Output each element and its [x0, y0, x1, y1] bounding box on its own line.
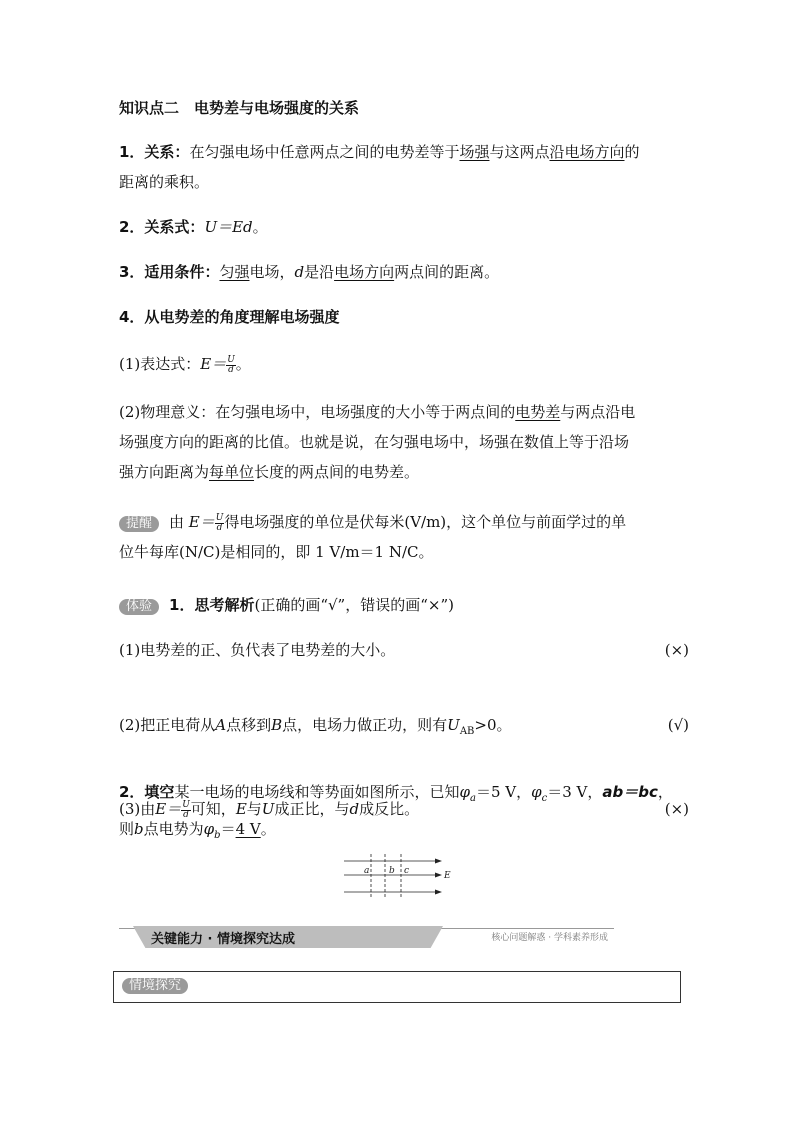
paragraph-meaning: (2)物理意义：在匀强电场中，电场强度的大小等于两点间的电势差与两点沿电 场强度方向的距离的比值。也就是说，在匀强电场中，场强在数值上等于沿场 强方向距离为每单位长度的两点间的电势差。 [119, 403, 636, 481]
fraction-u-over-d: $\frac{U}{d}$ [227, 354, 235, 375]
fraction-u-over-d: $\frac{U}{d}$ [215, 512, 224, 533]
paragraph-formula: 2．关系式：U＝Ed。 [119, 218, 268, 236]
question-2: (2)把正电荷从A点移到B点，电场力做正功，则有$U_{AB}>0$。 (√) [119, 710, 689, 747]
arrow-3-icon [435, 890, 442, 895]
question-3: (3)由E＝ $\frac{U}{d}$ 可知，E与U成正比，与d成反比。 (×) [119, 794, 689, 824]
banner-subtitle: 核心问题解惑 · 学科素养形成 [491, 933, 608, 943]
section-banner [119, 926, 614, 948]
tip-block: 提醒 由 E＝ $\frac{U}{d}$ 得电场强度的单位是伏每米(V/m)，这个单位与前面学过的单 位牛每库(N/C)是相同的，即 1 V/m＝1 N/C。 [119, 512, 627, 561]
experience-heading: 体验 1．思考解析(正确的画“√”，错误的画“×”) [119, 590, 689, 620]
paragraph-expression: (1)表达式：E＝ $\frac{U}{d}$ 。 [119, 354, 251, 375]
paragraph-understanding-title: 4．从电势差的角度理解电场强度 [119, 308, 340, 326]
label-b: b [389, 866, 395, 876]
tip-tag: 提醒 [119, 516, 159, 532]
banner-title: 关键能力 · 情境探究达成 [151, 932, 295, 947]
label-a: a [364, 866, 370, 876]
label-E: E [444, 871, 451, 881]
fill-answer: 4 V [235, 820, 261, 838]
paragraph-relation: 1．关系：在匀强电场中任意两点之间的电势差等于场强与这两点沿电场方向的 距离的乘积。 [119, 143, 640, 191]
answer-2: (√) [667, 716, 689, 734]
field-lines-figure [340, 852, 460, 902]
fraction-u-over-d: $\frac{U}{d}$ [182, 799, 190, 820]
question-1: (1)电势差的正、负代表了电势差的大小。 (×) [119, 635, 689, 665]
arrow-2-icon [435, 873, 442, 878]
paragraph-condition: 3．适用条件：匀强电场，d是沿电场方向两点间的距离。 [119, 263, 500, 281]
answer-3: (×) [664, 800, 689, 818]
experience-tag: 体验 [119, 599, 159, 615]
arrow-1-icon [435, 859, 442, 864]
section-heading: 知识点二 电势差与电场强度的关系 [119, 99, 360, 117]
label-c: c [404, 866, 410, 876]
answer-1: (×) [664, 641, 689, 659]
scenario-box [113, 971, 681, 1003]
scenario-tag: 情境探究 [122, 978, 188, 994]
question-fill: 2．填空某一电场的电场线和等势面如图所示，已知$\varphi_a=5$ V，$\varphi_c=3$ V，ab＝bc， 则b点电势为$\varphi_b=4$ V。 [119, 783, 673, 841]
